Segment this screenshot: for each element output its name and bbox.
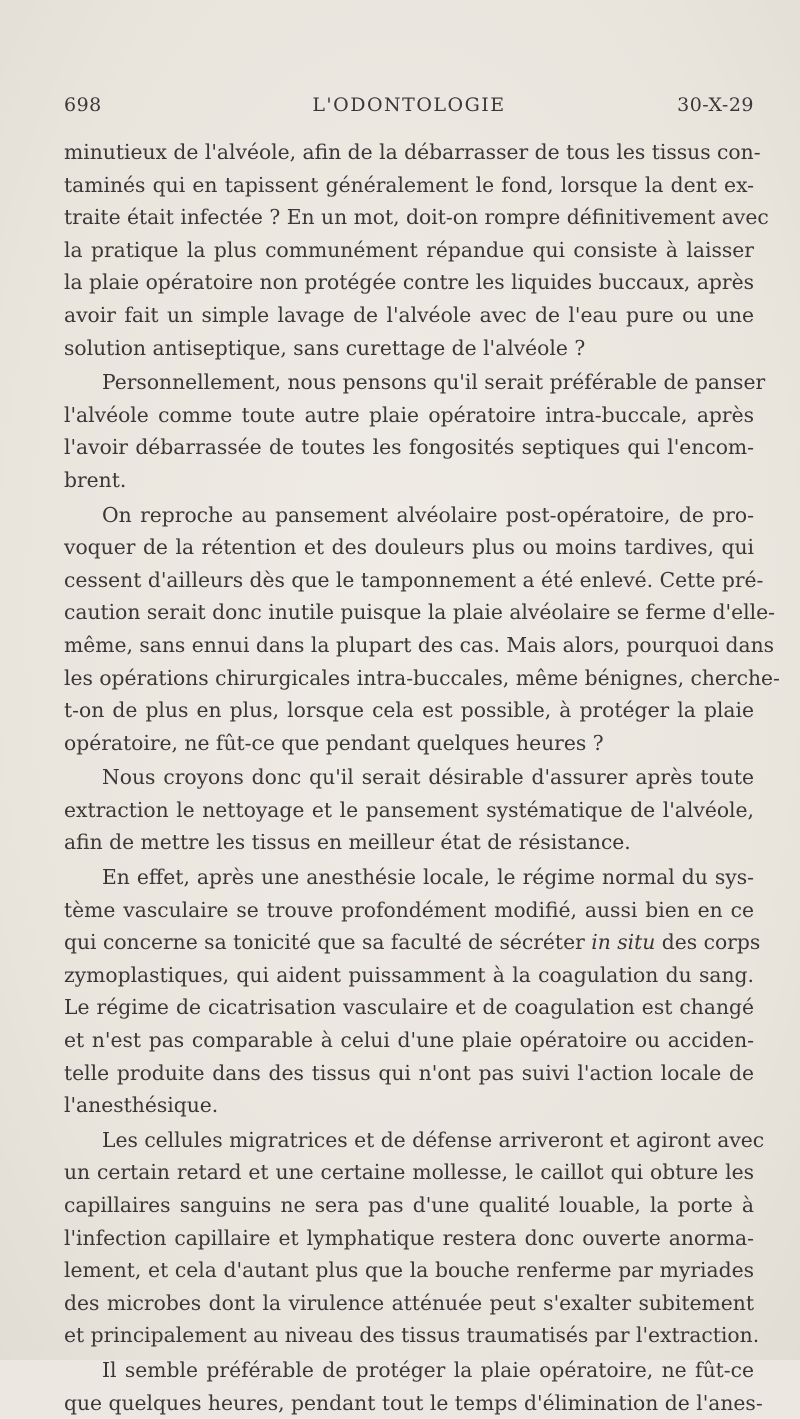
text-line: minutieux de l'alvéole, afin de la débarrasser de tous les tissus con- xyxy=(64,140,761,164)
text-line: les opérations chirurgicales intra-buccales, même bénignes, cherche- xyxy=(64,665,780,690)
italic-phrase: in situ xyxy=(591,930,656,955)
text-line: que quelques heures, pendant tout le temps d'élimination de l'anes- xyxy=(64,1390,763,1415)
text-line: afin de mettre les tissus en meilleur état de résistance. xyxy=(64,830,631,855)
text-line: extraction le nettoyage et le pansement systématique de l'alvéole, xyxy=(64,797,754,822)
paragraph-7 xyxy=(64,1354,763,1419)
text-line: l'anesthésique. xyxy=(64,1093,219,1118)
text-line: zymoplastiques, qui aident puissamment à la coagulation du sang. xyxy=(64,962,754,987)
text-line: tème vasculaire se trouve profondément modifié, aussi bien en ce xyxy=(64,897,754,922)
text-line: lement, et cela d'autant plus que la bouche renferme par myriades xyxy=(64,1258,754,1283)
paragraph-5 xyxy=(64,861,761,1122)
text-line: voquer de la rétention et des douleurs plus ou moins tardives, qui xyxy=(64,535,754,560)
text-line: avoir fait un simple lavage de l'alvéole avec de l'eau pure ou une xyxy=(64,302,754,327)
text-line: taminés qui en tapissent généralement le fond, lorsque la dent ex- xyxy=(64,172,754,197)
text-line: l'avoir débarrassée de toutes les fongosités septiques qui l'encom- xyxy=(64,435,754,460)
text-line: capillaires sanguins ne sera pas d'une qualité louable, la porte à xyxy=(64,1193,754,1217)
text-line: Personnellement, nous pensons qu'il serait préférable de panser xyxy=(102,370,766,395)
text-line: la plaie opératoire non protégée contre les liquides buccaux, après xyxy=(64,270,754,295)
paragraph-6 xyxy=(64,1124,765,1352)
text-line: l'infection capillaire et lymphatique restera donc ouverte anorma- xyxy=(64,1225,754,1250)
page-number: 698 xyxy=(64,94,102,116)
text-line: brent. xyxy=(64,467,127,492)
text-line: la pratique la plus communément répandue qui consiste à laisser xyxy=(64,237,754,262)
text-line-with-italic: qui concerne sa tonicité que sa faculté de sécréter in situ des corps xyxy=(64,930,761,955)
article-body xyxy=(64,136,780,1419)
text-line: et principalement au niveau des tissus traumatisés par l'extraction. xyxy=(64,1323,760,1348)
text-line: Nous croyons donc qu'il serait désirable d'assurer après toute xyxy=(102,765,754,790)
text-line: t-on de plus en plus, lorsque cela est possible, à protéger la plaie xyxy=(64,698,754,723)
text-line: des microbes dont la virulence atténuée peut s'exalter subitement xyxy=(64,1290,754,1315)
text-line: On reproche au pansement alvéolaire post-opératoire, de pro- xyxy=(102,502,754,527)
running-head xyxy=(64,94,754,122)
text-line: traite était infectée ? En un mot, doit-on rompre définitivement avec xyxy=(64,205,769,230)
text-line: même, sans ennui dans la plupart des cas. Mais alors, pourquoi dans xyxy=(64,632,775,657)
text-line: Il semble préférable de protéger la plaie opératoire, ne fût-ce xyxy=(102,1357,754,1382)
text-line: et n'est pas comparable à celui d'une plaie opératoire ou acciden- xyxy=(64,1028,754,1053)
text-line: opératoire, ne fût-ce que pendant quelques heures ? xyxy=(64,730,604,755)
text-line: cessent d'ailleurs dès que le tamponnement a été enlevé. Cette pré- xyxy=(64,567,764,592)
text-line: Le régime de cicatrisation vasculaire et de coagulation est changé xyxy=(64,995,754,1020)
text-line: caution serait donc inutile puisque la plaie alvéolaire se ferme d'elle- xyxy=(64,600,775,625)
paragraph-2 xyxy=(64,366,766,496)
issue-date: 30-X-29 xyxy=(677,94,754,116)
paragraph-4 xyxy=(64,761,754,859)
text-line: Les cellules migratrices et de défense arriveront et agiront avec xyxy=(102,1127,765,1152)
text-line: En effet, après une anesthésie locale, le régime normal du sys- xyxy=(102,865,754,890)
text-line: un certain retard et une certaine mollesse, le caillot qui obture les xyxy=(64,1160,754,1185)
journal-title: L'ODONTOLOGIE xyxy=(312,94,506,116)
text-line: l'alvéole comme toute autre plaie opératoire intra-buccale, après xyxy=(64,402,754,427)
paragraph-3 xyxy=(64,499,780,760)
paragraph-1 xyxy=(64,136,769,364)
text-line: solution antiseptique, sans curettage de l'alvéole ? xyxy=(64,335,586,360)
text-line: telle produite dans des tissus qui n'ont pas suivi l'action locale de xyxy=(64,1060,754,1085)
